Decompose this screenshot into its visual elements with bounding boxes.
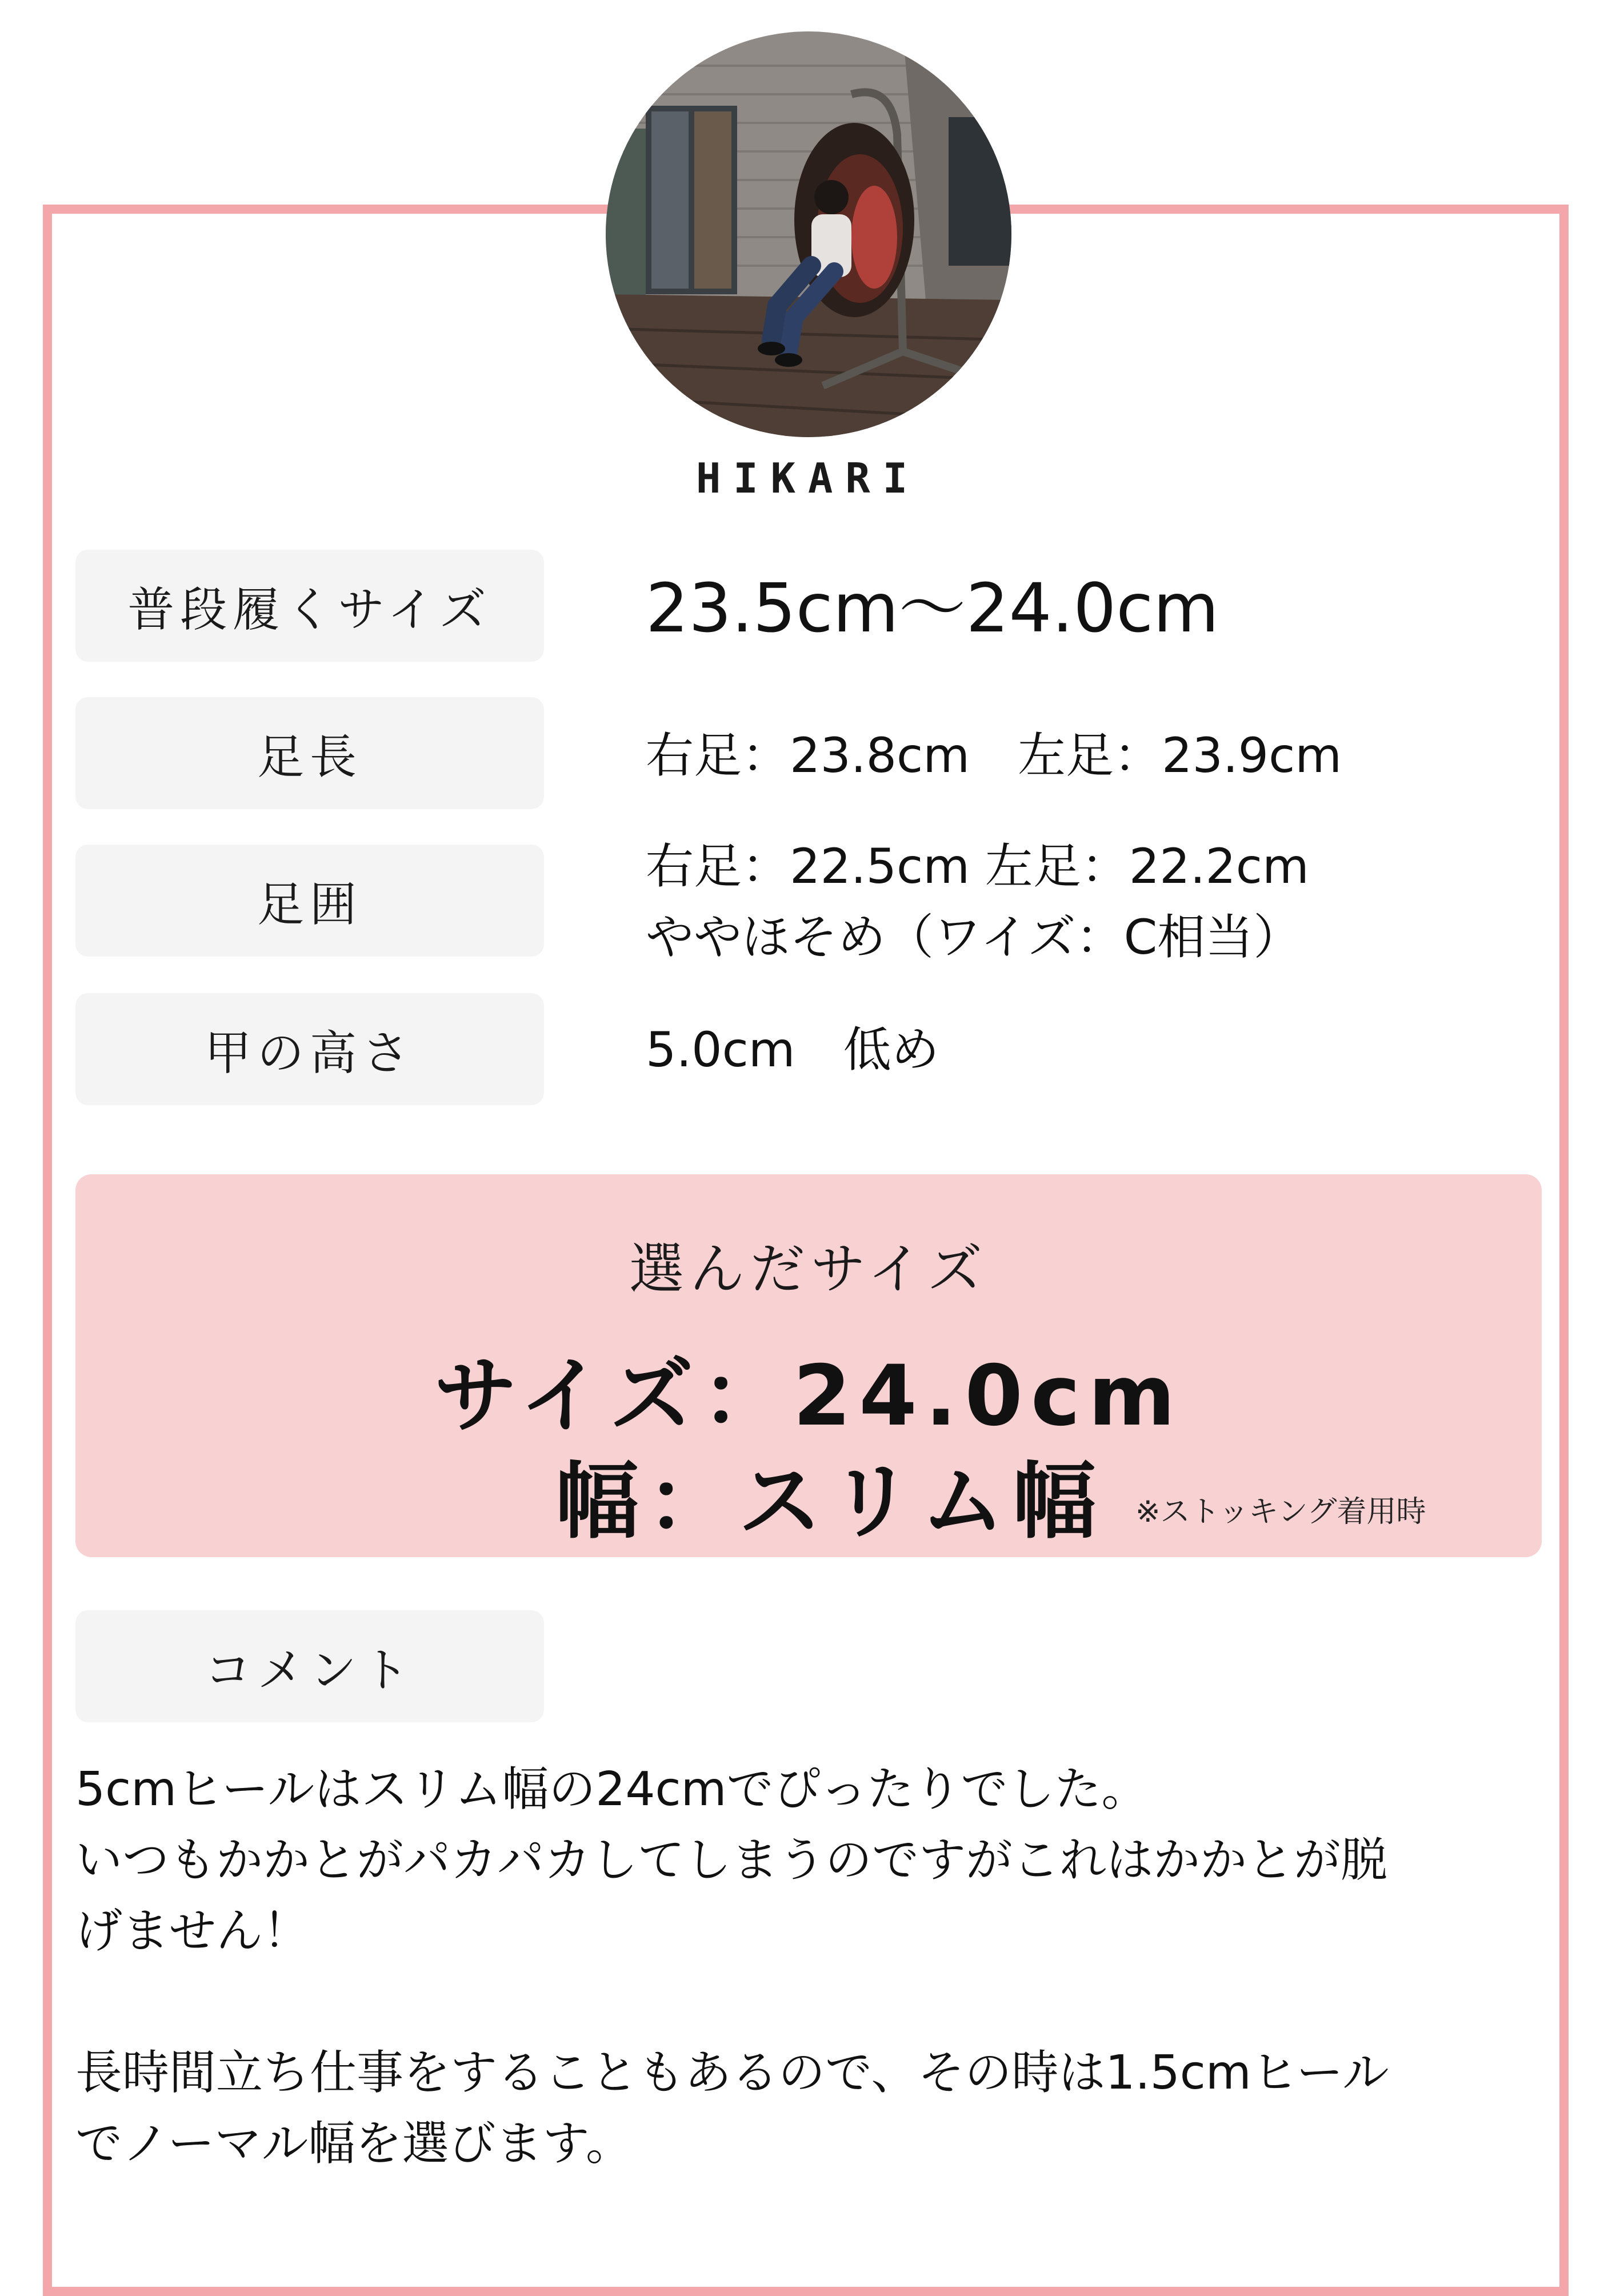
label-foot-length: 足長 [75,697,544,809]
comment-body [75,1754,1550,2179]
label-foot-girth: 足囲 [75,845,544,957]
value-foot-girth-line1: 右足：22.5cm 左足：22.2cm [646,838,1309,894]
selected-size-title: 選んだサイズ [629,1237,989,1301]
value-usual-size: 23.5cm〜24.0cm [646,569,1219,647]
profile-photo [606,31,1011,437]
selected-size-value: サイズ：24.0cm [434,1347,1183,1445]
comment-line: げません！ [75,1904,310,1958]
value-foot-girth-line2: ややほそめ（ワイズ：C相当） [646,909,1302,965]
selected-size-panel [75,1174,1542,1557]
avatar [606,31,1011,437]
comment-line: でノーマル幅を選びます。 [75,2117,633,2171]
label-instep-height: 甲の高さ [75,993,544,1105]
profile-name: HIKARI [695,454,921,502]
value-foot-length: 右足：23.8cm 左足：23.9cm [646,727,1342,783]
comment-line: 5cmヒールはスリム幅の24cmでぴったりでした。 [75,1762,1149,1817]
value-instep-height: 5.0cm 低め [646,1022,939,1078]
comment-line: 長時間立ち仕事をすることもあるので、その時は1.5cmヒール [75,2046,1389,2100]
label-comment: コメント [75,1610,544,1722]
selected-note: ※ストッキング着用時 [1135,1495,1426,1529]
label-usual-size: 普段履くサイズ [75,550,544,662]
comment-line: いつもかかとがパカパカしてしまうのですがこれはかかとが脱 [75,1833,1388,1887]
selected-width-value: 幅：スリム幅 [555,1453,1104,1550]
